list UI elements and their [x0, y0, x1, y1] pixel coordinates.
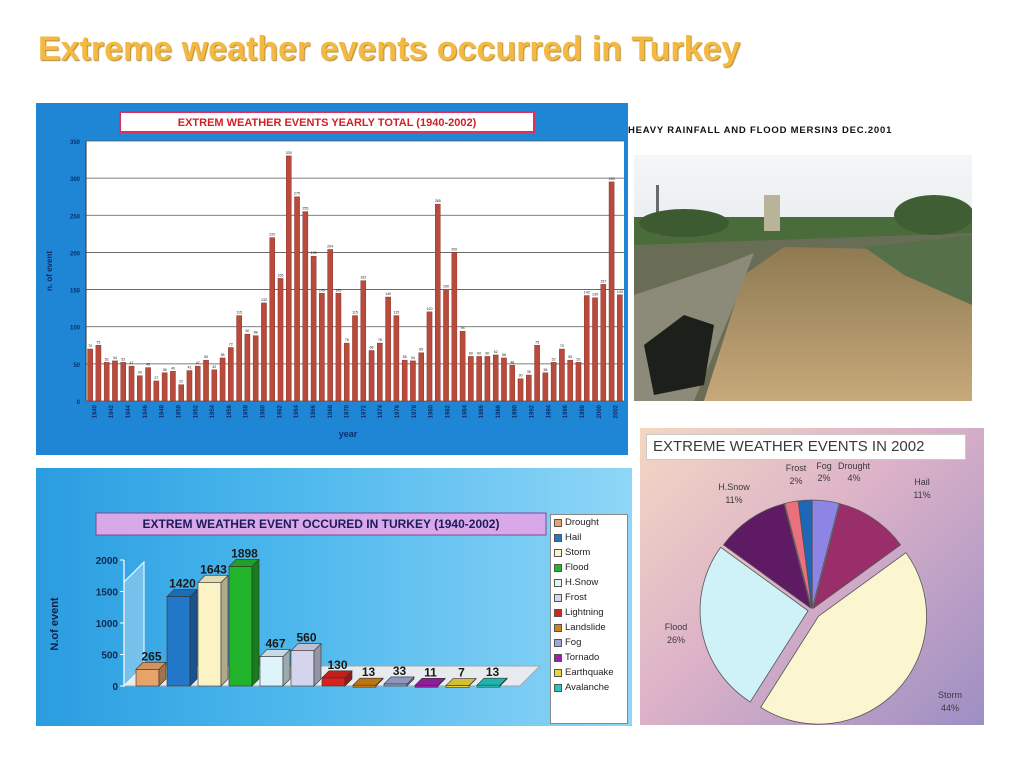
- yearly-bar-value-label: 140: [385, 292, 392, 296]
- photo-caption: HEAVY RAINFALL AND FLOOD MERSIN3 DEC.2001: [628, 125, 893, 136]
- yearly-bar: [237, 316, 242, 401]
- yearly-x-tick-label: 1974: [378, 405, 385, 419]
- pie-slice-name-label: Fog: [816, 461, 832, 471]
- yearly-events-chart: [36, 103, 628, 455]
- yearly-bar-value-label: 115: [352, 310, 358, 315]
- yearly-bar-value-label: 48: [510, 360, 515, 365]
- cumulative-y-axis: [96, 556, 124, 693]
- yearly-x-tick-label: 1958: [243, 405, 250, 419]
- cumulative-bar-value-label: 1420: [169, 576, 196, 591]
- yearly-bar-value-label: 139: [592, 292, 599, 297]
- legend-item: [554, 680, 627, 695]
- yearly-x-tick-label: 1942: [109, 405, 116, 419]
- pie-slice-percent-label: 2%: [789, 476, 803, 486]
- yearly-bar-value-label: 22: [179, 379, 184, 384]
- yearly-x-tick-label: 1956: [226, 405, 233, 419]
- yearly-x-tick-label: 1982: [445, 405, 452, 419]
- yearly-bar-value-label: 145: [335, 288, 342, 293]
- yearly-bar-value-label: 162: [360, 275, 367, 280]
- legend-item: [554, 620, 627, 635]
- legend-label: H.Snow: [565, 577, 599, 588]
- legend-label: Earthquake: [565, 667, 614, 678]
- yearly-bar-value-label: 295: [608, 176, 615, 181]
- yearly-x-tick-label: 1976: [395, 405, 402, 419]
- legend-swatch: [554, 609, 562, 617]
- pie-slice-name-label: H.Snow: [718, 482, 750, 492]
- photo-svg: [634, 155, 972, 401]
- yearly-bar-value-label: 58: [220, 352, 225, 357]
- yearly-bar: [443, 290, 448, 401]
- legend-item: [554, 575, 627, 590]
- yearly-tick-labels: [92, 404, 619, 418]
- pie-2002-chart: [640, 428, 984, 725]
- yearly-bar: [228, 348, 233, 401]
- yearly-bar: [154, 381, 159, 401]
- yearly-bar-value-label: 60: [468, 351, 473, 356]
- yearly-bar: [336, 293, 341, 401]
- pie-slice-percent-label: 11%: [913, 490, 931, 500]
- yearly-bar: [112, 361, 117, 401]
- yearly-x-tick-label: 1966: [310, 405, 317, 419]
- cumulative-bar-value-label: 130: [327, 657, 348, 672]
- yearly-bar-value-label: 90: [245, 329, 250, 334]
- yearly-y-tick-label: 200: [69, 251, 80, 258]
- pie-slice-name-label: Hail: [914, 477, 930, 487]
- legend-item: [554, 515, 627, 530]
- cumulative-bar-value-label: 11: [424, 665, 437, 680]
- yearly-bar: [361, 281, 366, 401]
- legend-swatch: [554, 684, 562, 692]
- yearly-bar-value-label: 38: [162, 367, 167, 372]
- yearly-bar: [319, 293, 324, 401]
- legend-swatch: [554, 579, 562, 587]
- pie-chart-svg: [640, 428, 984, 725]
- yearly-bar-value-label: 255: [302, 206, 309, 211]
- yearly-bar-value-label: 75: [96, 340, 101, 345]
- yearly-bar-value-label: 204: [327, 244, 334, 249]
- yearly-bar: [179, 385, 184, 401]
- cumulative-bar-value-label: 1898: [231, 546, 258, 561]
- legend-label: Tornado: [565, 652, 600, 663]
- yearly-x-tick-label: 1964: [294, 405, 301, 419]
- legend-swatch: [554, 534, 562, 542]
- yearly-bar-value-label: 52: [121, 357, 126, 362]
- yearly-bar: [609, 182, 614, 401]
- yearly-bar: [493, 355, 498, 401]
- yearly-y-tick-label: 100: [69, 325, 80, 332]
- cumulative-bar-front: [136, 669, 159, 686]
- yearly-y-tick-label: 300: [69, 177, 80, 184]
- yearly-bar: [452, 252, 457, 401]
- legend-swatch: [554, 669, 562, 677]
- yearly-bar: [402, 360, 407, 401]
- yearly-bar: [410, 361, 415, 401]
- yearly-bar-value-label: 72: [228, 342, 233, 347]
- yearly-bar-value-label: 30: [518, 373, 523, 378]
- cumulative-bar-side: [221, 575, 228, 686]
- yearly-bar-value-label: 120: [426, 306, 433, 311]
- yearly-bar-value-label: 115: [393, 310, 400, 315]
- yearly-x-tick-label: 1984: [462, 405, 469, 419]
- yearly-y-tick-label: 0: [76, 400, 80, 406]
- legend-item: [554, 560, 627, 575]
- yearly-bar-value-label: 55: [568, 355, 573, 360]
- yearly-bar-value-label: 275: [294, 191, 301, 196]
- yearly-bar: [261, 303, 266, 401]
- yearly-bar-value-label: 52: [104, 357, 109, 362]
- yearly-y-tick-label: 250: [69, 214, 80, 221]
- yearly-bar: [526, 375, 531, 401]
- yearly-bar: [427, 312, 432, 401]
- yearly-bar: [584, 296, 589, 401]
- legend-item: [554, 635, 627, 650]
- yearly-y-axis-label: n. of event: [45, 250, 54, 292]
- yearly-bar: [328, 249, 333, 401]
- yearly-bar: [303, 212, 308, 401]
- yearly-bar: [220, 358, 225, 401]
- legend-swatch: [554, 519, 562, 527]
- yearly-x-tick-label: 1980: [428, 405, 435, 419]
- yearly-bar-value-label: 52: [576, 357, 581, 362]
- yearly-bar-value-label: 62: [493, 349, 498, 354]
- yearly-bar: [576, 362, 581, 401]
- yearly-bar: [460, 331, 465, 401]
- pie-slice-percent-label: 26%: [666, 635, 686, 645]
- yearly-bar-value-label: 150: [443, 284, 450, 289]
- legend-label: Lightning: [565, 607, 604, 618]
- yearly-bar-value-label: 195: [310, 251, 317, 256]
- cumulative-y-tick-label: 1500: [95, 587, 118, 599]
- legend-label: Flood: [565, 562, 589, 573]
- yearly-bar: [129, 366, 134, 401]
- yearly-bar-value-label: 200: [451, 247, 458, 252]
- yearly-bar-value-label: 54: [410, 355, 415, 360]
- legend-swatch: [554, 549, 562, 557]
- cumulative-bar-side: [252, 559, 259, 686]
- cumulative-bar-front: [260, 657, 283, 686]
- pie-slice-name-label: Frost: [785, 463, 807, 473]
- yearly-bar: [203, 360, 208, 401]
- yearly-bar: [311, 256, 316, 401]
- yearly-bar-value-label: 60: [485, 351, 490, 356]
- cumulative-legend: [550, 514, 628, 724]
- legend-label: Hail: [565, 532, 582, 543]
- yearly-bar-value-label: 88: [253, 330, 258, 335]
- yearly-bar: [592, 298, 597, 401]
- legend-swatch: [554, 624, 562, 632]
- yearly-x-axis-label: year: [338, 429, 358, 439]
- yearly-x-tick-label: 1986: [479, 405, 486, 419]
- yearly-bar-value-label: 42: [212, 364, 217, 369]
- pie-slice-percent-label: 44%: [940, 703, 960, 713]
- yearly-bar: [278, 278, 283, 401]
- yearly-bar-value-label: 75: [535, 340, 540, 345]
- yearly-x-tick-label: 1998: [579, 405, 586, 419]
- yearly-x-tick-label: 1990: [512, 405, 519, 419]
- pie-slice-percent-label: 11%: [725, 495, 743, 505]
- cumulative-bar-value-label: 265: [141, 649, 162, 664]
- yearly-bar: [352, 316, 357, 401]
- yearly-x-tick-label: 1988: [495, 405, 502, 419]
- yearly-bar-value-label: 55: [204, 355, 209, 360]
- legend-swatch: [554, 654, 562, 662]
- yearly-bar: [468, 356, 473, 401]
- yearly-bar-value-label: 165: [277, 273, 284, 278]
- yearly-y-tick-label: 150: [69, 288, 80, 295]
- yearly-x-tick-label: 1978: [411, 405, 418, 419]
- yearly-bar: [485, 356, 490, 401]
- yearly-bar: [294, 197, 299, 401]
- yearly-bar-value-label: 142: [583, 290, 590, 295]
- flood-photo-panel: [628, 125, 974, 403]
- yearly-x-tick-label: 2002: [613, 405, 620, 419]
- pie-slice-name-label: Drought: [837, 461, 871, 471]
- yearly-bar: [551, 362, 556, 401]
- legend-item: [554, 530, 627, 545]
- pie-slice-percent-label: 2%: [817, 473, 831, 483]
- yearly-x-tick-label: 1996: [563, 405, 570, 419]
- yearly-bar-value-label: 78: [344, 338, 349, 343]
- legend-item: [554, 650, 627, 665]
- yearly-y-tick-label: 350: [69, 140, 80, 146]
- legend-item: [554, 665, 627, 680]
- legend-label: Storm: [565, 547, 591, 558]
- yearly-bar: [477, 356, 482, 401]
- yearly-bar: [559, 349, 564, 401]
- pie-chart-title: EXTREME WEATHER EVENTS IN 2002: [653, 438, 925, 455]
- legend-item: [554, 605, 627, 620]
- yearly-bar: [535, 345, 540, 401]
- pie-slice-percent-label: 4%: [847, 473, 861, 483]
- yearly-bar-value-label: 47: [129, 361, 134, 366]
- yearly-bar: [170, 371, 175, 401]
- legend-label: Fog: [565, 637, 582, 648]
- yearly-bar-value-label: 143: [616, 289, 623, 294]
- yearly-bar-value-label: 60: [477, 351, 482, 356]
- yearly-bar-value-label: 70: [559, 344, 564, 348]
- cumulative-y-axis-label: N.of event: [49, 597, 61, 651]
- yearly-bar-value-label: 34: [137, 370, 142, 375]
- cumulative-bar-front: [291, 651, 314, 686]
- yearly-bar-value-label: 157: [600, 279, 607, 284]
- yearly-bar-value-label: 70: [88, 344, 93, 348]
- legend-swatch: [554, 594, 562, 602]
- cumulative-y-tick-label: 1000: [95, 619, 118, 630]
- cumulative-events-chart: [36, 468, 632, 726]
- yearly-bar: [435, 204, 440, 401]
- yearly-x-tick-label: 1962: [277, 405, 284, 419]
- yearly-bar: [253, 336, 258, 401]
- yearly-bar: [104, 362, 109, 401]
- cumulative-bar-value-label: 1643: [200, 562, 227, 577]
- yearly-bar: [270, 238, 275, 401]
- yearly-bar: [96, 345, 101, 401]
- yearly-bar: [394, 316, 399, 401]
- yearly-bar-value-label: 220: [269, 232, 276, 237]
- cumulative-y-tick-label: 500: [101, 650, 118, 662]
- yearly-bar-value-label: 47: [195, 361, 200, 366]
- yearly-bar: [212, 370, 217, 401]
- cumulative-bar-front: [322, 678, 345, 686]
- yearly-chart-svg: [36, 103, 628, 455]
- yearly-bar-value-label: 132: [260, 297, 267, 302]
- cumulative-bar-front: [353, 685, 376, 687]
- yearly-bar: [121, 362, 126, 401]
- yearly-bar-value-label: 68: [369, 345, 374, 350]
- pie-slices: [700, 500, 926, 724]
- yearly-bar: [88, 349, 93, 401]
- yearly-bar: [568, 360, 573, 401]
- yearly-bar: [286, 156, 291, 401]
- yearly-bar: [245, 334, 250, 401]
- cumulative-bar-value-label: 33: [392, 663, 407, 678]
- yearly-y-tick-label: 50: [73, 362, 80, 369]
- yearly-bar-value-label: 35: [526, 370, 531, 374]
- yearly-bar: [146, 368, 151, 401]
- legend-label: Drought: [565, 517, 599, 528]
- legend-swatch: [554, 639, 562, 647]
- yearly-bar-value-label: 45: [146, 362, 151, 367]
- cumulative-bar-front: [167, 597, 190, 686]
- yearly-bar: [543, 373, 548, 401]
- yearly-bar-value-label: 54: [112, 355, 117, 360]
- yearly-bar-value-label: 58: [501, 352, 506, 357]
- legend-item: [554, 545, 627, 560]
- cumulative-bar-front: [198, 582, 221, 686]
- legend-label: Landslide: [565, 622, 606, 633]
- yearly-bar: [386, 297, 391, 401]
- yearly-bar: [518, 379, 523, 401]
- yearly-x-tick-label: 1994: [546, 405, 553, 419]
- yearly-bar-value-label: 94: [460, 326, 465, 331]
- yearly-bar-value-label: 265: [434, 199, 441, 204]
- cumulative-bar-value-label: 13: [485, 665, 500, 680]
- cumulative-y-tick-label: 2000: [95, 556, 118, 567]
- yearly-chart-title: EXTREM WEATHER EVENTS YEARLY TOTAL (1940-2002): [177, 117, 477, 129]
- cumulative-bar-side: [190, 590, 197, 686]
- yearly-bar: [419, 353, 424, 401]
- yearly-bar: [137, 376, 142, 401]
- yearly-bar: [377, 343, 382, 401]
- cumulative-chart-title: EXTREM WEATHER EVENT OCCURED IN TURKEY (1940-2002): [142, 517, 500, 531]
- yearly-x-tick-label: 1940: [92, 405, 99, 419]
- legend-swatch: [554, 564, 562, 572]
- yearly-x-tick-label: 1992: [529, 405, 536, 419]
- yearly-x-tick-label: 1946: [142, 405, 149, 419]
- yearly-bar: [510, 365, 515, 401]
- yearly-bar: [195, 366, 200, 401]
- legend-label: Avalanche: [565, 682, 610, 693]
- yearly-bar-value-label: 330: [285, 150, 292, 155]
- yearly-x-tick-label: 2000: [596, 405, 603, 419]
- cumulative-bar-value-label: 13: [361, 665, 376, 680]
- yearly-bar-value-label: 52: [551, 357, 556, 362]
- yearly-x-tick-label: 1968: [327, 405, 334, 419]
- cumulative-bar-front: [229, 566, 252, 686]
- slide-title: Extreme weather events occurred in Turkey: [38, 30, 741, 68]
- yearly-bar: [187, 371, 192, 401]
- cumulative-bar-front: [384, 684, 407, 686]
- yearly-bar-value-label: 145: [318, 288, 325, 293]
- pie-slice-name-label: Flood: [664, 622, 688, 632]
- yearly-x-tick-label: 1952: [193, 405, 200, 419]
- yearly-bar: [617, 295, 622, 401]
- legend-item: [554, 590, 627, 605]
- yearly-bar-value-label: 41: [187, 365, 192, 370]
- flooded-river-photo: [634, 155, 972, 401]
- yearly-x-tick-label: 1972: [361, 405, 368, 419]
- yearly-bar: [369, 350, 374, 401]
- cumulative-bar-value-label: 7: [458, 665, 465, 680]
- yearly-x-tick-label: 1950: [176, 405, 183, 419]
- yearly-x-tick-label: 1970: [344, 405, 351, 419]
- legend-label: Frost: [565, 592, 587, 603]
- yearly-x-tick-label: 1954: [210, 405, 217, 419]
- yearly-bar-value-label: 78: [377, 338, 382, 343]
- yearly-bar-value-label: 115: [236, 310, 242, 315]
- yearly-x-tick-label: 1960: [260, 405, 267, 419]
- cumulative-bar-front: [477, 685, 500, 687]
- yearly-bar-value-label: 55: [402, 355, 407, 360]
- cumulative-chart-svg: [36, 468, 632, 726]
- pie-slice-name-label: Storm: [937, 690, 963, 700]
- yearly-bar-value-label: 40: [170, 366, 175, 371]
- yearly-bar-value-label: 38: [543, 367, 548, 372]
- yearly-bar: [344, 343, 349, 401]
- yearly-bar: [162, 373, 167, 401]
- yearly-bar: [601, 284, 606, 401]
- yearly-bar: [501, 358, 506, 401]
- cumulative-bar-value-label: 467: [265, 636, 286, 651]
- yearly-bar-value-label: 65: [419, 347, 424, 352]
- yearly-bar-value-label: 27: [154, 375, 159, 380]
- cumulative-y-tick-label: 0: [112, 682, 118, 693]
- yearly-x-tick-label: 1948: [159, 405, 166, 419]
- cumulative-bar-value-label: 560: [296, 630, 317, 645]
- yearly-x-tick-label: 1944: [126, 405, 133, 419]
